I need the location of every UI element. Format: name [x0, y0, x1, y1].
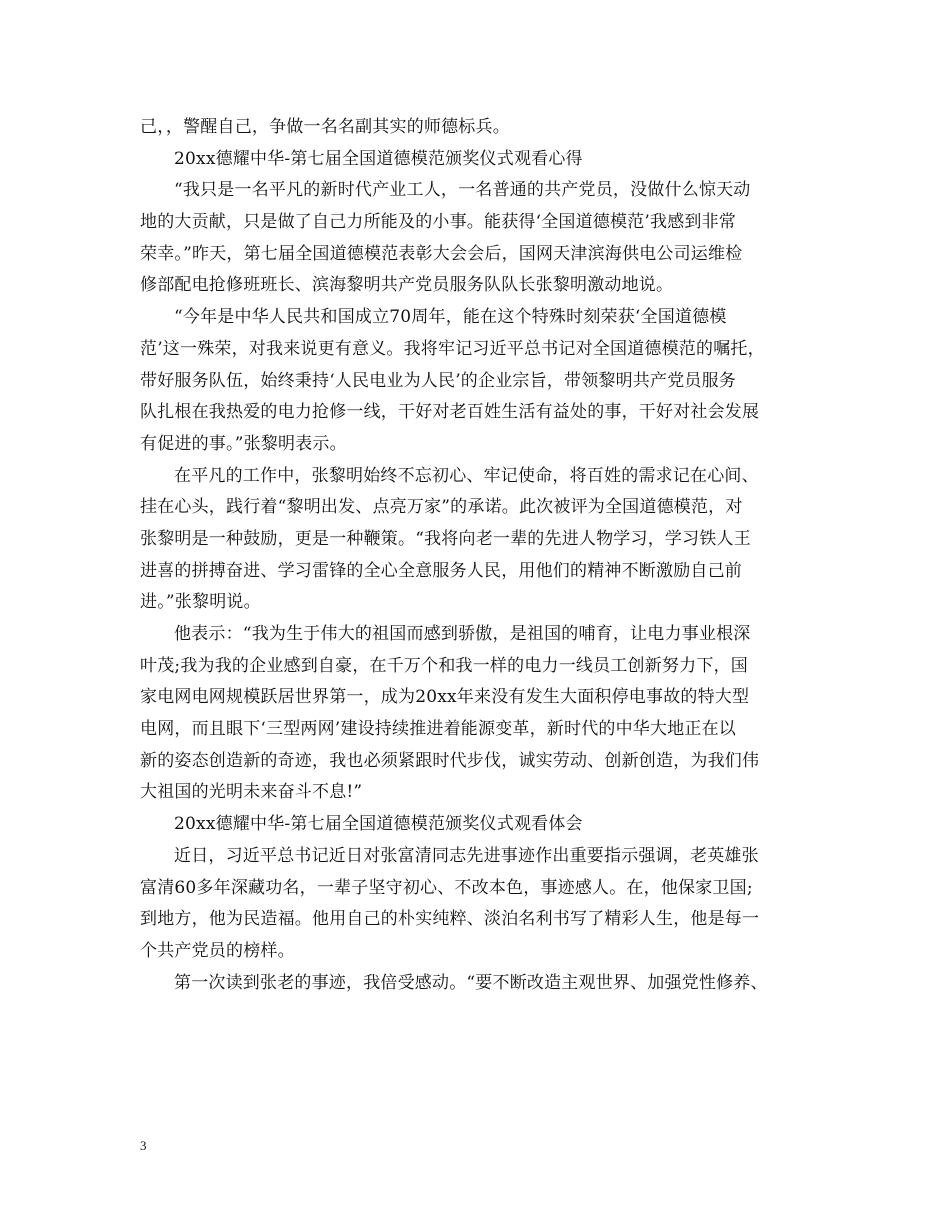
text-line: 地的大贡献，只是做了自己力所能及的小事。能获得‘全国道德模范’我感到非常 [140, 212, 737, 233]
text-line: 修部配电抢修班班长、滨海黎明共产党员服务队队长张黎明激动地说。 [140, 275, 674, 296]
text-line: 20xx德耀中华-第七届全国道德模范颁奖仪式观看体会 [174, 814, 583, 835]
text-line: 大祖国的光明未来奋斗不息!” [140, 782, 363, 803]
text-line: 在平凡的工作中，张黎明始终不忘初心、牢记使命，将百姓的需求记在心间、 [174, 465, 759, 486]
text-line: 张黎明是一种鼓励，更是一种鞭策。“我将向老一辈的先进人物学习，学习铁人王 [140, 528, 751, 549]
text-line: 有促进的事。”张黎明表示。 [140, 433, 347, 454]
text-line: 队扎根在我热爱的电力抢修一线，干好对老百姓生活有益处的事，干好对社会发展 [140, 402, 760, 423]
text-line: 新的姿态创造新的奇迹，我也必须紧跟时代步伐，诚实劳动、创新创造，为我们伟 [140, 750, 760, 771]
text-line: 范’这一殊荣，对我来说更有意义。我将牢记习近平总书记对全国道德模范的嘱托， [140, 338, 765, 359]
text-line: 带好服务队伍，始终秉持‘人民电业为人民’的企业宗旨，带领黎明共产党员服务 [140, 370, 737, 391]
text-line: 己，，警醒自己，争做一名名副其实的师德标兵。 [140, 117, 510, 137]
text-line: “今年是中华人民共和国成立70周年，能在这个特殊时刻荣获‘全国道德模 [174, 307, 727, 328]
text-line: 进。”张黎明说。 [140, 592, 261, 613]
document-body [140, 112, 826, 999]
text-line: 叶茂;我为我的企业感到自豪，在千万个和我一样的电力一线员工创新努力下，国 [140, 655, 748, 676]
text-line: 第一次读到张老的事迹，我倍受感动。“要不断改造主观世界、加强党性修养、 [174, 972, 768, 993]
text-line: “我只是一名平凡的新时代产业工人，一名普通的共产党员，没做什么惊天动 [174, 180, 751, 201]
text-line: 挂在心头，践行着“黎明出发、点亮万家”的承诺。此次被评为全国道德模范，对 [140, 497, 743, 518]
page-number: 3 [140, 1138, 147, 1153]
text-line: 荣幸。”昨天，第七届全国道德模范表彰大会会后，国网天津滨海供电公司运维检 [140, 243, 743, 264]
text-line: 富清60多年深藏功名，一辈子坚守初心、不改本色，事迹感人。在，他保家卫国; [140, 877, 753, 898]
text-line: 到地方，他为民造福。他用自己的朴实纯粹、淡泊名利书写了精彩人生，他是每一 [140, 909, 760, 930]
text-line: 个共产党员的榜样。 [140, 940, 295, 961]
text-line: 进喜的拼搏奋进、学习雷锋的全心全意服务人民，用他们的精神不断激励自己前 [140, 560, 742, 581]
text-line: 他表示：“我为生于伟大的祖国而感到骄傲，是祖国的哺育，让电力事业根深 [174, 624, 751, 644]
text-line: 近日，习近平总书记近日对张富清同志先进事迹作出重要指示强调，老英雄张 [174, 845, 759, 866]
text-line: 家电网电网规模跃居世界第一，成为20xx年来没有发生大面积停电事故的特大型 [140, 687, 750, 708]
text-line: 电网，而且眼下‘三型两网’建设持续推进着能源变革，新时代的中华大地正在以 [140, 719, 737, 740]
text-line: 20xx德耀中华-第七届全国道德模范颁奖仪式观看心得 [174, 148, 583, 169]
